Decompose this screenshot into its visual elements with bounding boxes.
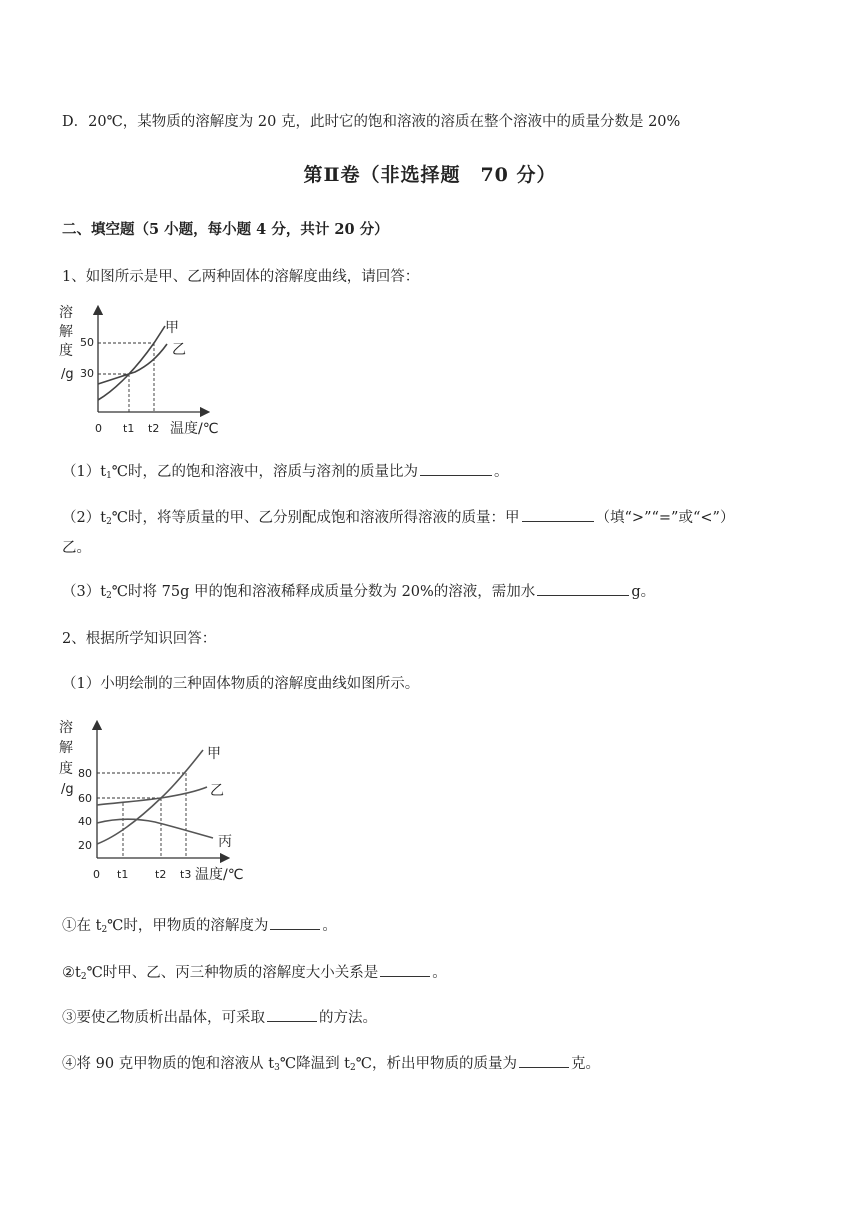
q2-ytick-20: 20 <box>78 839 92 852</box>
q1-series-jia: 甲 <box>165 320 179 336</box>
q1-series-yi: 乙 <box>172 342 186 358</box>
q2-xtick-0: 0 <box>93 868 100 881</box>
q2-item-a: ①在 $t_2℃$时，甲物质的溶解度为 。 <box>62 914 337 935</box>
q2-item-b: $②t_2℃$时甲、乙、丙三种物质的溶解度大小关系是 。 <box>62 961 447 982</box>
q2-series-yi: 乙 <box>210 783 224 799</box>
q1-ylabel-2: 解 <box>59 324 73 340</box>
q1-solubility-chart <box>55 300 235 445</box>
option-d: D．20℃，某物质的溶解度为 20 克，此时它的饱和溶液的溶质在整个溶液中的质量分数是 20% <box>62 114 681 130</box>
section-title: 第Ⅱ卷（非选择题 70 分） <box>303 164 557 186</box>
q2-xtick-t1: t1 <box>117 868 129 881</box>
q2-d-blank[interactable] <box>519 1053 569 1068</box>
q1-sub2: $(2)t_2℃$时，将等质量的甲、乙分别配成饱和溶液所得溶液的质量：甲 （填“>”“=”或“<”） <box>62 506 734 527</box>
q1-sub1: $(1)t_1℃$时，乙的饱和溶液中，溶质与溶剂的质量比为 。 <box>62 460 509 481</box>
q1-curve-yi <box>98 344 167 384</box>
q2-solubility-chart <box>55 715 255 890</box>
q1-sub1-blank[interactable] <box>420 461 492 476</box>
q1-xtick-t1: t1 <box>123 422 135 435</box>
q2-xtick-t3: t3 <box>180 868 192 881</box>
q2-item-c: ③要使乙物质析出晶体，可采取 的方法。 <box>62 1006 377 1027</box>
q1-sub2-blank[interactable] <box>522 507 594 522</box>
q1-xtick-t2: t2 <box>148 422 160 435</box>
q2-series-jia: 甲 <box>207 746 221 762</box>
q1-xlabel: 温度/℃ <box>170 421 219 437</box>
q1-curve-jia <box>98 326 165 400</box>
q2-xtick-t2: t2 <box>155 868 167 881</box>
q2-ylabel-4: /g <box>61 782 74 797</box>
q2-a-blank[interactable] <box>270 915 320 930</box>
q2-b-blank[interactable] <box>380 962 430 977</box>
q2-series-bing: 丙 <box>218 834 232 850</box>
q2-item-d: ④将 90 克甲物质的饱和溶液从 $t_3℃$降温到 $t_2℃$，析出甲物质的质量为 克。 <box>62 1052 600 1073</box>
q1-ytick-30: 30 <box>80 367 94 380</box>
q1-ylabel-4: /g <box>61 367 74 382</box>
part2-header: 二、填空题（5 小题，每小题 4 分，共计 20 分） <box>62 221 389 238</box>
q2-ytick-40: 40 <box>78 815 92 828</box>
q2-ytick-80: 80 <box>78 767 92 780</box>
q2-ytick-60: 60 <box>78 792 92 805</box>
q1-sub2-line2: 乙。 <box>62 540 91 556</box>
q1-xtick-0: 0 <box>95 422 102 435</box>
q2-curve-yi <box>97 787 207 805</box>
q1-sub3-blank[interactable] <box>537 581 629 596</box>
q1-stem: 1、如图所示是甲、乙两种固体的溶解度曲线，请回答： <box>62 269 420 285</box>
q2-c-blank[interactable] <box>267 1007 317 1022</box>
q2-ylabel-2: 解 <box>59 740 73 756</box>
q1-ylabel-1: 溶 <box>59 305 73 321</box>
q2-ylabel-3: 度 <box>59 761 73 777</box>
q1-sub3: $(3)t_2℃$时将 75g 甲的饱和溶液稀释成质量分数为 20%的溶液，需加水 g。 <box>62 580 655 601</box>
q2-ylabel-1: 溶 <box>59 720 73 736</box>
q1-ytick-50: 50 <box>80 336 94 349</box>
q1-ylabel-3: 度 <box>59 343 73 359</box>
q2-sub1: （1）小明绘制的三种固体物质的溶解度曲线如图所示。 <box>62 676 420 692</box>
q2-stem: 2、根据所学知识回答： <box>62 631 217 647</box>
q2-xlabel: 温度/℃ <box>195 867 244 883</box>
